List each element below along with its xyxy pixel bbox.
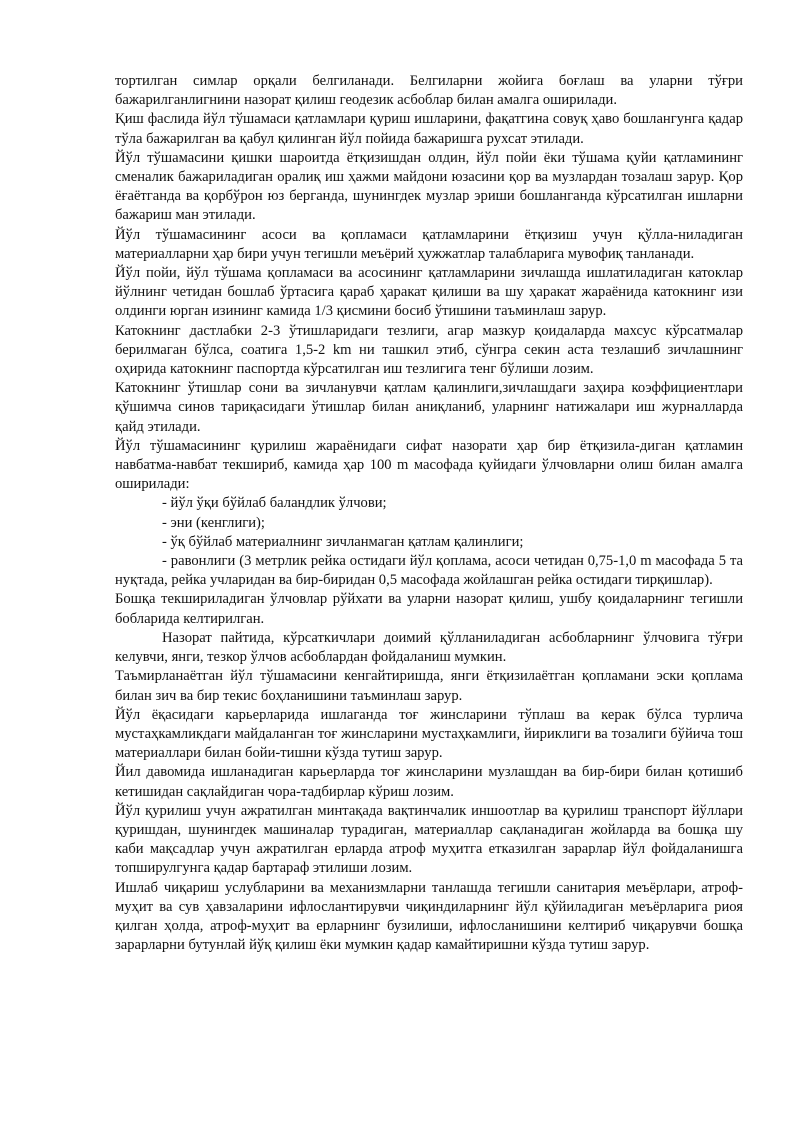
paragraph: Йўл ёқасидаги карьерларида ишлаганда тоғ жинсларини тўплаш ва керак бўлса турлича мустаҳкамликдаги майдаланган тоғ жинсларини мустаҳкамлиги, йириклиги ва тозалиги бўйича тош материаллари билан бойи-тишни кўзда тутиш зарур. — [115, 706, 743, 762]
paragraph: Таъмирланаётган йўл тўшамасини кенгайтиришда, янги ётқизилаётган қопламани эски қоплама билан зич ва бир текис боҳланишини таъминлаш зарур. — [115, 668, 743, 704]
paragraph: Катокнинг ўтишлар сони ва зичланувчи қатлам қалинлиги,зичлашдаги заҳира коэффициентлари қўшимча синов тариқасидаги ўтишлар билан аниқланиб, уларнинг натижалари иш журналларда қайд этилади. — [115, 380, 743, 435]
measurement-list — [115, 494, 743, 552]
indented-paragraph: Назорат пайтида, кўрсаткичлари доимий қўлланиладиган асбобларнинг ўлчовига тўғри келувчи, янги, тезкор ўлчов асбоблардан фойдаланиш мумкин. — [115, 629, 743, 666]
paragraph: Бошқа текшириладиган ўлчовлар рўйхати ва уларни назорат қилиш, ушбу қоидаларнинг тегишли бобларида келтирилган. — [115, 591, 743, 627]
paragraph: Йил давомида ишланадиган карьерларда тоғ жинсларини музлашдан ва бир-бири билан қотишиб кетишидан сақлайдиган чора-тадбирлар кўриш лозим. — [115, 764, 743, 800]
list-item: - эни (кенглиги); — [162, 514, 265, 531]
paragraph: тортилган симлар орқали белгиланади. Белгиларни жойига боғлаш ва уларни тўғри бажарилганлигнини назорат қилиш геодезик асбоблар билан амалга оширилади. — [115, 73, 743, 109]
paragraph: Йўл пойи, йўл тўшама қопламаси ва асосининг қатламларини зичлашда ишлатиладиган катоклар йўлнинг четидан бошлаб ўртасига қараб ҳаракат қилиши ва шу ҳаракат жараёнида катокнинг изи олдинги юрган изининг камида 1/3 қисмини босиб ўтишини таъминлаш зарур. — [115, 265, 743, 320]
paragraph: Ишлаб чиқариш услубларини ва механизмларни танлашда тегишли санитария меъёрлари, атроф-муҳит ва сув ҳавзаларини ифлослантирувчи чиқиндиларнинг йўл қўйиладиган меъёрларига риоя қилган ҳолда, атроф-муҳит ва ерларнинг бузилиши, ифлосланишини келтириб чиқарувчи бошқа зарарларни бутунлай йўқ қилиш ёки мумкин қадар камайтиришни кўзда тутиш зарур. — [115, 879, 743, 954]
list-item-flatness: - равонлиги (3 метрлик рейка остидаги йўл қоплама, асоси четидан 0,75-1,0 m масофада 5 та нуқтада, рейка учларидан ва бир-биридан 0,5 масофада жойлашган рейка остидаги тирқишлар). — [115, 553, 743, 589]
document-page — [115, 72, 743, 955]
paragraph: Йўл тўшамасини қишки шароитда ётқизишдан олдин, йўл пойи ёки тўшама қуйи қатламининг сменалик бажариладиган оралиқ иш ҳажми майдони юзасини қор ва музлардан тозалаш зарур. Қор ёғаётганда ва қорбўрон юз берганда, шунингдек музлар эриши бошланганда кўрсатилган ишларни бажариш ман этилади. — [115, 149, 743, 224]
list-item: - йўл ўқи бўйлаб баландлик ўлчови; — [162, 495, 387, 512]
list-item: - ўқ бўйлаб материалнинг зичланмаган қатлам қалинлиги; — [162, 533, 524, 550]
paragraph: Йўл қурилиш учун ажратилган минтақада вақтинчалик иншоотлар ва қурилиш транспорт йўллари қуришдан, шунингдек машиналар турадиган, материаллар сақланадиган жойларда ва бошқа шу каби мақсадлар учун ажратилган ерларда атроф муҳитга етказилган зарарлар йўл фойдаланишга топширулгунга қадар бартараф этилиши лозим. — [115, 802, 743, 877]
paragraph: Катокнинг дастлабки 2-3 ўтишларидаги тезлиги, агар мазкур қоидаларда махсус кўрсатмалар берилмаган бўлса, соатига 1,5-2 km ни ташкил этиб, сўнгра секин аста тезлашиб зичлашнинг оҳирида катокнинг паспортда кўрсатилган иш тезлигига тенг бўлиши лозим. — [115, 322, 743, 378]
paragraph: Йўл тўшамасининг қурилиш жараёнидаги сифат назорати ҳар бир ётқизила-диган қатламин навбатма-навбат текшириб, камида ҳар 100 m масофада қуйидаги ўлчовларни олиш билан амалга оширилади: — [115, 437, 743, 493]
paragraph: Йўл тўшамасининг асоси ва қопламаси қатламларини ётқизиш учун қўлла-ниладиган материалларни ҳар бири учун тегишли меъёрий ҳужжатлар талабларига мувофиқ танланади. — [115, 226, 743, 262]
paragraph: Қиш фаслида йўл тўшамаси қатламлари қуриш ишларини, фақатгина совуқ ҳаво бошлангунга қадар тўла бажарилган ва қабул қилинган йўл пойида бажаришга рухсат этилади. — [115, 111, 743, 147]
